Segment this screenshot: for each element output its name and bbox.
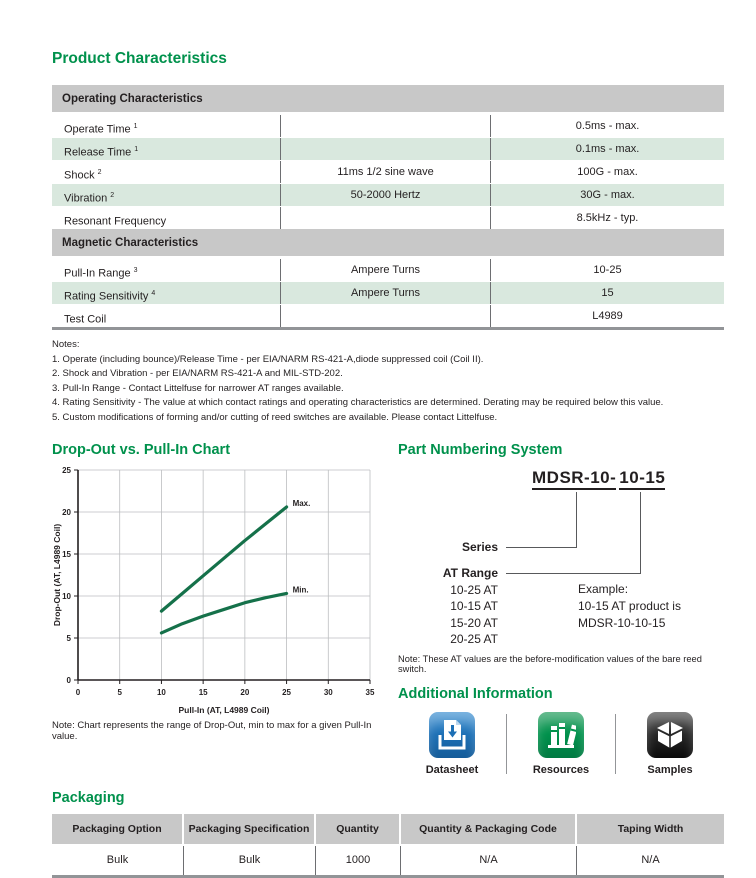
spec-row-condition (280, 115, 491, 137)
series-connector-horizontal (506, 547, 577, 548)
packaging-table (52, 814, 724, 878)
samples-label[interactable]: Samples (647, 763, 693, 776)
example-line: Example: (578, 581, 629, 596)
column-header: Quantity & Packaging Code (401, 814, 577, 844)
svg-text:15: 15 (62, 549, 71, 559)
additional-info-links (398, 712, 724, 776)
product-characteristics-table (52, 85, 724, 330)
spec-row-label: Shock $^2$ (64, 169, 102, 182)
resources-label[interactable]: Resources (532, 763, 590, 776)
spec-row-condition: 50-2000 Hertz (280, 184, 491, 206)
spec-row-value: 30G - max. (580, 189, 635, 201)
spec-row-value: 0.1ms - max. (575, 143, 640, 155)
table-cell: N/A (401, 846, 577, 875)
packaging-title: Packaging (52, 789, 125, 806)
chart-column (52, 442, 398, 776)
series-connector-vertical (576, 492, 577, 548)
datasheet-link[interactable] (398, 712, 506, 776)
svg-text:20: 20 (240, 687, 250, 697)
svg-text:5: 5 (66, 633, 71, 643)
section-header-operating: Operating Characteristics (52, 85, 724, 112)
svg-text:35: 35 (365, 687, 375, 697)
svg-text:0: 0 (75, 687, 81, 697)
table-row (52, 114, 724, 137)
spec-row-label: Vibration $^2$ (64, 192, 115, 205)
part-number (532, 468, 665, 488)
part-number-series-segment: MDSR-10- (532, 468, 616, 490)
at-range-options (398, 582, 498, 648)
spec-row-value: 8.5kHz - typ. (576, 212, 639, 224)
column-header: Packaging Specification (184, 814, 316, 844)
spec-row-label: Release Time $^1$ (64, 146, 139, 159)
svg-text:Max.: Max. (292, 498, 311, 508)
table-row (52, 137, 724, 160)
table-cell: 1000 (316, 846, 401, 875)
table-cell: N/A (641, 854, 660, 867)
spec-row-condition: 11ms 1/2 sine wave (280, 161, 491, 183)
datasheet-label[interactable]: Datasheet (425, 763, 479, 776)
section-header-magnetic: Magnetic Characteristics (52, 229, 724, 256)
series-max (161, 507, 286, 611)
svg-text:25: 25 (282, 687, 292, 697)
atrange-connector-vertical (640, 492, 641, 574)
table-row (52, 160, 724, 183)
spec-row-label: Pull-In Range $^3$ (64, 267, 138, 280)
svg-text:20: 20 (62, 507, 71, 517)
svg-text:Min.: Min. (292, 585, 309, 595)
column-header: Quantity (316, 814, 401, 844)
table-row (52, 258, 724, 281)
example-line: MDSR-10-10-15 (578, 615, 666, 630)
spec-row-condition (280, 138, 491, 160)
table-row (52, 183, 724, 206)
datasheet-icon[interactable] (429, 712, 475, 758)
page-title: Product Characteristics (52, 50, 227, 67)
table-row (52, 304, 724, 327)
note-line: 4. Rating Sensitivity - The value at which contact ratings and operating characteristics are determined. Derating may be required below this value. (52, 397, 664, 409)
svg-text:Drop-Out (AT, L4989 Coil): Drop-Out (AT, L4989 Coil) (52, 523, 62, 626)
example-line: 10-15 AT product is (578, 598, 681, 613)
part-numbering-title: Part Numbering System (398, 441, 563, 458)
at-range-option: 10-15 AT (450, 599, 498, 614)
spec-row-condition: Ampere Turns (280, 259, 491, 281)
series-label: Series (461, 539, 498, 554)
spec-row-label: Rating Sensitivity $^4$ (64, 290, 156, 303)
svg-text:15: 15 (198, 687, 208, 697)
atrange-connector-horizontal (506, 573, 641, 574)
resources-icon[interactable] (538, 712, 584, 758)
table-row (52, 281, 724, 304)
svg-text:Pull-In (AT, L4989 Coil): Pull-In (AT, L4989 Coil) (178, 704, 270, 715)
svg-text:0: 0 (66, 675, 71, 685)
table-row (52, 206, 724, 229)
info-column (398, 442, 724, 776)
notes-title: Notes: (52, 339, 80, 350)
spec-row-condition (280, 305, 491, 327)
dropout-pullin-chart (52, 464, 384, 716)
note-line: 3. Pull-In Range - Contact Littelfuse for narrower AT ranges available. (52, 382, 344, 394)
document-download-glyph (438, 720, 466, 750)
svg-text:5: 5 (117, 687, 122, 697)
series-min (161, 593, 286, 632)
at-range-option: 20-25 AT (450, 632, 498, 647)
column-header: Packaging Option (52, 814, 184, 844)
part-number-atrange-segment: 10-15 (619, 468, 665, 490)
packaging-data-row (52, 846, 724, 875)
samples-link[interactable] (616, 712, 724, 776)
books-glyph (546, 720, 576, 750)
spec-row-label: Resonant Frequency (64, 215, 167, 228)
chart-note: Note: Chart represents the range of Drop-Out, min to max for a given Pull-In value. (52, 719, 372, 742)
open-box-glyph (654, 719, 686, 751)
note-line: 5. Custom modifications of forming and/or cutting of reed switches are available. Please contact Littelfuse. (52, 411, 498, 423)
two-column-section (52, 442, 724, 776)
svg-text:10: 10 (62, 591, 71, 601)
notes (52, 338, 724, 426)
spec-row-condition: Ampere Turns (280, 282, 491, 304)
note-line: 2. Shock and Vibration - per EIA/NARM RS-421-A and MIL-STD-202. (52, 368, 343, 380)
table-cell: Bulk (184, 846, 316, 875)
table-cell: Bulk (52, 846, 184, 875)
resources-link[interactable] (507, 712, 615, 776)
spec-row-label: Operate Time $^1$ (64, 123, 138, 136)
column-header: Taping Width (577, 814, 724, 844)
part-number-example (578, 581, 681, 632)
svg-text:10: 10 (156, 687, 166, 697)
spec-row-label: Test Coil (64, 313, 107, 326)
part-numbering-note: Note: These AT values are the before-modification values of the bare reed switch. (398, 653, 702, 674)
part-numbering-diagram (398, 462, 724, 652)
spec-row-value: 10-25 (593, 264, 622, 276)
additional-info-title: Additional Information (398, 685, 553, 702)
spec-row-value: L4989 (592, 310, 623, 322)
svg-text:25: 25 (62, 465, 71, 475)
at-range-label: AT Range (442, 565, 498, 580)
page-content (52, 0, 724, 878)
spec-row-condition (280, 207, 491, 229)
spec-row-value: 100G - max. (577, 166, 638, 178)
samples-icon[interactable] (647, 712, 693, 758)
note-line: 1. Operate (including bounce)/Release Time - per EIA/NARM RS-421-A,diode suppressed coil (Coil II). (52, 353, 484, 365)
svg-text:30: 30 (323, 687, 333, 697)
at-range-option: 10-25 AT (450, 582, 498, 597)
at-range-option: 15-20 AT (450, 615, 498, 630)
spec-row-value: 0.5ms - max. (575, 120, 640, 132)
spec-row-value: 15 (601, 287, 614, 299)
chart-title: Drop-Out vs. Pull-In Chart (52, 441, 231, 458)
packaging-header-row (52, 814, 724, 844)
